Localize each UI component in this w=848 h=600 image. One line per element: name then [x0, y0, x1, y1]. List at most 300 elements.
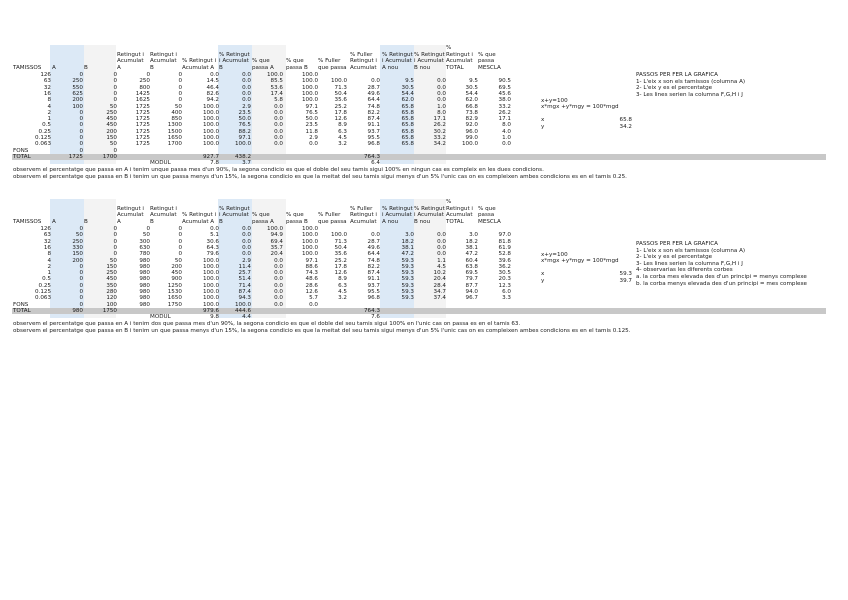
- table-cell: 96.8: [367, 141, 380, 148]
- table-cell: 100.0: [234, 301, 251, 308]
- table-cell: 26.2: [433, 122, 446, 129]
- table-cell: 250: [106, 109, 117, 116]
- table-cell: 87.4: [367, 116, 380, 123]
- table-cell: 12.3: [498, 282, 511, 289]
- table-cell: 1625: [135, 97, 150, 104]
- table-cell: 1530: [167, 289, 182, 295]
- tamis-size-cell: 0.25: [38, 128, 51, 135]
- table-cell: 0: [79, 109, 83, 116]
- table-cell: 0: [113, 72, 117, 78]
- table-cell: 50.0: [305, 116, 318, 123]
- table-cell: 0: [146, 226, 150, 232]
- total-label-value: TOTAL: [13, 153, 31, 160]
- table-cell: 60.4: [465, 257, 478, 264]
- total-fr-value: 764.3: [363, 307, 380, 314]
- x-label: x: [541, 271, 545, 277]
- table-cell: 34.2: [433, 141, 446, 148]
- column-header: TAMISSOS: [13, 218, 42, 225]
- table-cell: 0.0: [242, 72, 251, 78]
- table-cell: 53.6: [270, 84, 283, 91]
- tamis-size-cell: 32: [43, 238, 51, 245]
- table-cell: 93.7: [367, 282, 380, 289]
- table-cell: 18.2: [465, 238, 478, 245]
- table-cell: 200: [106, 128, 117, 135]
- table-cell: 1300: [167, 122, 182, 129]
- column-header: % Fuller Retingut i Acumulat: [350, 51, 377, 71]
- table-cell: 0.0: [437, 90, 446, 97]
- modul-b-value: 3.7: [242, 160, 251, 167]
- table-cell: 61.9: [498, 244, 511, 251]
- tamis-size-cell: 0.125: [34, 289, 51, 295]
- table-cell: 0.0: [274, 270, 283, 277]
- graph-step: 1- L'eix x son els tamissos (columna A): [636, 247, 746, 254]
- table-cell: 0: [79, 276, 83, 283]
- table-cell: 0.0: [274, 109, 283, 116]
- table-cell: 94.0: [465, 289, 478, 295]
- table-cell: 100: [106, 301, 117, 308]
- table-cell: 0: [178, 251, 182, 258]
- table-cell: 50.0: [238, 116, 251, 123]
- table-cell: 63.8: [465, 263, 478, 270]
- table-cell: 69.5: [498, 84, 511, 91]
- tamis-size-cell: 63: [43, 232, 51, 239]
- table-cell: 0.0: [274, 282, 283, 289]
- table-cell: 0: [79, 226, 83, 232]
- table-cell: 47.2: [465, 251, 478, 258]
- table-cell: 65.8: [401, 128, 414, 135]
- table-cell: 11.8: [305, 128, 318, 135]
- table-cell: 17.8: [334, 109, 347, 116]
- table-cell: 8.0: [437, 109, 446, 116]
- table-cell: 33.2: [433, 135, 446, 141]
- table-cell: 1500: [167, 128, 182, 135]
- table-cell: 54.4: [465, 90, 478, 97]
- table-cell: 6.3: [338, 128, 347, 135]
- table-cell: 1.0: [437, 103, 446, 110]
- modul-b-value: 4.4: [242, 314, 251, 321]
- table-cell: 8.9: [338, 122, 347, 129]
- observation-note: observem el percentatge que passa en B i tenim un que passa menys d'un 15%, la segona condicio es que la meitat del seu tamis sigui menys d'un 5% l'unic cas on es compleixen ambes condicions es en el tamis 0.125.: [13, 328, 631, 334]
- x-value: 65.8: [619, 117, 632, 123]
- table-cell: 250: [72, 78, 83, 85]
- table-cell: 100.0: [301, 78, 318, 85]
- table-cell: 100.0: [301, 226, 318, 232]
- table-cell: 71.3: [334, 238, 347, 245]
- table-cell: 1725: [135, 135, 150, 141]
- table-cell: 200: [72, 257, 83, 264]
- table-cell: 0.0: [210, 72, 219, 78]
- table-cell: 38.1: [465, 244, 478, 251]
- column-header: % Retingut i Acumulat A: [182, 212, 217, 225]
- table-cell: 30.2: [433, 128, 446, 135]
- table-cell: 0: [178, 84, 182, 91]
- table-cell: 74.3: [305, 270, 318, 277]
- table-cell: 100.0: [202, 282, 219, 289]
- table-cell: 1.1: [437, 257, 446, 264]
- table-cell: 50: [109, 257, 117, 264]
- table-cell: 0.0: [437, 78, 446, 85]
- y-value: 39.7: [619, 277, 632, 284]
- table-cell: 4.5: [338, 289, 347, 295]
- table-cell: 96.0: [465, 128, 478, 135]
- table-cell: 3.2: [338, 141, 347, 148]
- t2-total-row-bar: [12, 308, 826, 314]
- table-cell: 59.3: [401, 289, 414, 295]
- table-cell: 0: [79, 147, 83, 154]
- table-cell: 88.6: [305, 263, 318, 270]
- table-cell: 1700: [167, 141, 182, 148]
- table-cell: 6.3: [338, 282, 347, 289]
- table-cell: 39.6: [498, 257, 511, 264]
- table-cell: 9.5: [405, 78, 414, 85]
- table-cell: 28.7: [367, 84, 380, 91]
- table-cell: 0: [79, 295, 83, 302]
- table-cell: 25.2: [334, 257, 347, 264]
- table-cell: 3.0: [405, 232, 414, 239]
- table-cell: 350: [106, 282, 117, 289]
- equation-sum: x+y=100: [541, 252, 568, 258]
- tamis-size-cell: 32: [43, 84, 51, 91]
- graph-step: 4- observarias les diferents corbes: [636, 267, 733, 274]
- table-cell: 12.6: [334, 270, 347, 277]
- modul-c-value: 6.4: [371, 160, 380, 167]
- table-cell: 50: [109, 141, 117, 148]
- table-cell: 0: [79, 128, 83, 135]
- table-cell: 0: [113, 251, 117, 258]
- table-cell: 1250: [167, 282, 182, 289]
- table-cell: 0.0: [242, 97, 251, 104]
- table-cell: 0.0: [437, 238, 446, 245]
- observation-note: observem el percentatge que passa en A i tenim unque passa mes d'un 90%, la segona condicio es que el doble del seu tamis sigui 100% en ningun cas es compleix en les dues condicions.: [13, 167, 544, 174]
- column-header: % Fuller que passa: [318, 212, 347, 225]
- column-header: Retingut i Acumulat B: [150, 51, 177, 71]
- tamis-size-cell: 63: [43, 78, 51, 85]
- table-cell: 12.6: [334, 116, 347, 123]
- column-header: Retingut i Acumulat B: [150, 205, 177, 225]
- tamis-size-cell: 8: [47, 97, 51, 104]
- column-header: % Retingut i Acumulat B: [219, 205, 250, 225]
- tamis-size-cell: FONS: [13, 147, 29, 154]
- table-cell: 100.0: [202, 270, 219, 277]
- table-cell: 0: [178, 97, 182, 104]
- tamis-size-cell: 4: [47, 103, 51, 110]
- tamis-size-cell: 0.5: [42, 276, 51, 283]
- table-cell: 0: [79, 270, 83, 277]
- graph-step: 2- L'eix y es el percentatge: [636, 254, 713, 261]
- table-cell: 20.3: [498, 276, 511, 283]
- table-cell: 30.6: [206, 238, 219, 245]
- table-cell: 65.8: [401, 103, 414, 110]
- table-cell: 0: [79, 141, 83, 148]
- table-cell: 5.1: [210, 232, 219, 239]
- table-cell: 74.8: [367, 257, 380, 264]
- total-pb-value: 438.2: [234, 153, 251, 160]
- table-cell: 0.0: [274, 295, 283, 302]
- table-cell: 980: [139, 257, 150, 264]
- table-cell: 99.0: [465, 135, 478, 141]
- table-cell: 0: [178, 244, 182, 251]
- table-cell: 450: [171, 270, 182, 277]
- table-cell: 65.8: [401, 109, 414, 116]
- table-cell: 20.4: [270, 251, 283, 258]
- table-cell: 0.0: [274, 128, 283, 135]
- table-cell: 450: [106, 276, 117, 283]
- table-cell: 79.7: [465, 276, 478, 283]
- table-cell: 94.3: [238, 295, 251, 302]
- table-cell: 0.0: [274, 276, 283, 283]
- column-header: % Retingut i Acumulat A: [182, 58, 217, 71]
- tamis-size-cell: 0.25: [38, 282, 51, 289]
- graph-step: 3- Les lines serien la columna F,G,H i J: [636, 91, 743, 98]
- table-cell: 59.3: [401, 270, 414, 277]
- table-cell: 45.6: [498, 90, 511, 97]
- table-cell: 50.4: [334, 244, 347, 251]
- table-cell: 0.0: [274, 103, 283, 110]
- table-cell: 150: [106, 135, 117, 141]
- table-cell: 0: [113, 244, 117, 251]
- total-pa-value: 979.6: [202, 307, 219, 314]
- table-cell: 0: [79, 289, 83, 295]
- table-cell: 100.0: [301, 232, 318, 239]
- table-cell: 2.9: [309, 135, 318, 141]
- column-header: % Retingut i Acumulat TOTAL: [446, 45, 473, 71]
- table-cell: 0: [178, 238, 182, 245]
- table-cell: 25.7: [238, 270, 251, 277]
- table-cell: 30.5: [498, 270, 511, 277]
- table-cell: 0: [79, 122, 83, 129]
- table-cell: 4.5: [437, 263, 446, 270]
- table-cell: 100.0: [202, 276, 219, 283]
- table-cell: 88.2: [238, 128, 251, 135]
- equation-weighted: x*mgx +y*mgy = 100*mgd: [541, 104, 619, 111]
- table-cell: 980: [139, 282, 150, 289]
- table-cell: 59.3: [401, 263, 414, 270]
- tamis-size-cell: 2: [47, 263, 51, 270]
- table-cell: 0: [79, 301, 83, 308]
- table-cell: 450: [106, 122, 117, 129]
- tamis-size-cell: 2: [47, 109, 51, 116]
- table-cell: 1.0: [502, 135, 511, 141]
- graph-step: 1- L'eix x son els tamissos (columna A): [636, 78, 746, 85]
- table-cell: 9.5: [469, 78, 478, 85]
- total-label-value: TOTAL: [13, 307, 31, 314]
- table-cell: 980: [139, 276, 150, 283]
- table-cell: 65.8: [401, 116, 414, 123]
- table-cell: 91.1: [367, 276, 380, 283]
- table-cell: 38.0: [498, 97, 511, 104]
- table-cell: 0: [178, 72, 182, 78]
- table-cell: 100.0: [202, 116, 219, 123]
- table-cell: 69.5: [465, 270, 478, 277]
- modul-label-value: MODUL: [150, 314, 171, 321]
- table-cell: 330: [72, 244, 83, 251]
- table-cell: 0.0: [242, 238, 251, 245]
- table-cell: 100.0: [202, 295, 219, 302]
- column-header: B: [84, 64, 88, 71]
- table-cell: 38.1: [401, 244, 414, 251]
- table-cell: 18.2: [401, 238, 414, 245]
- table-cell: 28.6: [305, 282, 318, 289]
- column-header: % que passa A: [252, 58, 274, 71]
- table-cell: 100.0: [266, 226, 283, 232]
- table-cell: 100.0: [202, 301, 219, 308]
- table-cell: 0.0: [274, 141, 283, 148]
- table-cell: 37.4: [433, 295, 446, 302]
- table-cell: 50: [109, 103, 117, 110]
- table-cell: 1725: [135, 103, 150, 110]
- table-cell: 50: [174, 257, 182, 264]
- table-cell: 65.8: [401, 135, 414, 141]
- table-cell: 36.2: [498, 263, 511, 270]
- graph-step: 2- L'eix y es el percentatge: [636, 85, 713, 92]
- total-fr-value: 764.3: [363, 153, 380, 160]
- table-cell: 100.0: [202, 289, 219, 295]
- table-cell: 30.5: [465, 84, 478, 91]
- table-cell: 11.4: [238, 263, 251, 270]
- table-cell: 92.0: [465, 122, 478, 129]
- table-cell: 81.8: [498, 238, 511, 245]
- table-cell: 47.2: [401, 251, 414, 258]
- table-cell: 0: [178, 226, 182, 232]
- table-cell: 96.8: [367, 295, 380, 302]
- table-cell: 33.2: [498, 103, 511, 110]
- column-header: % que passa B: [286, 58, 308, 71]
- table-cell: 69.4: [270, 238, 283, 245]
- total-b-value: 1750: [102, 307, 117, 314]
- table-cell: 100.0: [202, 103, 219, 110]
- table-cell: 65.8: [401, 141, 414, 148]
- table-cell: 95.5: [367, 135, 380, 141]
- table-cell: 12.6: [305, 289, 318, 295]
- table-cell: 250: [106, 270, 117, 277]
- table-cell: 59.3: [401, 282, 414, 289]
- table-cell: 74.8: [367, 103, 380, 110]
- table-cell: 0.0: [371, 232, 380, 239]
- graph-step: b. la corba menys elevada des d'un principi = mes complexe: [636, 280, 807, 287]
- modul-a-value: 9.8: [210, 314, 219, 321]
- table-cell: 0.0: [274, 263, 283, 270]
- table-cell: 0.0: [210, 226, 219, 232]
- column-header: % Retingut i Acumulat TOTAL: [446, 199, 473, 225]
- tamis-size-cell: FONS: [13, 301, 29, 308]
- table-cell: 0.0: [502, 141, 511, 148]
- table-cell: 200: [72, 97, 83, 104]
- table-cell: 25.2: [334, 103, 347, 110]
- table-cell: 8.0: [502, 122, 511, 129]
- table-cell: 100.0: [202, 128, 219, 135]
- table-cell: 0.0: [437, 232, 446, 239]
- table-cell: 64.4: [367, 97, 380, 104]
- table-cell: 1650: [167, 295, 182, 302]
- table-cell: 52.8: [498, 251, 511, 258]
- table-cell: 630: [139, 244, 150, 251]
- table-cell: 48.6: [305, 276, 318, 283]
- modul-label-value: MODUL: [150, 160, 171, 167]
- column-header: % Retingut i Acumulat B: [219, 51, 250, 71]
- table-cell: 59.3: [401, 295, 414, 302]
- table-cell: 6.0: [502, 289, 511, 295]
- table-cell: 17.1: [433, 116, 446, 123]
- table-cell: 1725: [135, 109, 150, 116]
- x-label: x: [541, 117, 545, 123]
- table-cell: 17.4: [270, 90, 283, 97]
- table-cell: 980: [139, 263, 150, 270]
- table-cell: 82.9: [465, 116, 478, 123]
- table-cell: 0.0: [437, 84, 446, 91]
- column-header: % que passa MESCLA: [478, 205, 501, 225]
- tamis-size-cell: 1: [47, 270, 51, 277]
- table-cell: 0: [113, 90, 117, 97]
- table-cell: 900: [171, 276, 182, 283]
- column-header: Retingut i Acumulat A: [117, 51, 144, 71]
- column-header: % que passa MESCLA: [478, 51, 501, 71]
- table-cell: 0: [79, 263, 83, 270]
- table-cell: 0.0: [274, 301, 283, 308]
- table-cell: 17.8: [334, 263, 347, 270]
- observation-note: observem el percentatge que passa en A i tenim dos que passa mes d'un 90%, la segona condicio es que el doble del seu tamis sigui 100% en l'unic cas on passa es en el tamis 63.: [13, 321, 521, 328]
- table-cell: 0.0: [437, 97, 446, 104]
- tamis-size-cell: 8: [47, 251, 51, 258]
- table-cell: 100.0: [330, 232, 347, 239]
- tamis-size-cell: 16: [43, 244, 51, 251]
- column-header: % Retingut i Acumulat A nou: [382, 51, 413, 71]
- modul-c-value: 7.6: [371, 314, 380, 321]
- table-cell: 82.6: [206, 90, 219, 97]
- table-cell: 100.0: [202, 122, 219, 129]
- table-cell: 1725: [135, 128, 150, 135]
- table-cell: 71.3: [334, 84, 347, 91]
- table-cell: 95.5: [367, 289, 380, 295]
- table-cell: 35.6: [334, 97, 347, 104]
- table-cell: 100.0: [234, 141, 251, 148]
- table-cell: 87.4: [238, 289, 251, 295]
- table-cell: 76.5: [238, 122, 251, 129]
- table-cell: 980: [139, 289, 150, 295]
- column-header: % Retingut i Acumulat B nou: [414, 51, 445, 71]
- table-cell: 780: [139, 251, 150, 258]
- x-value: 59.3: [619, 271, 632, 277]
- graph-step: a. la corba mes elevada des d'un principi = menys complexe: [636, 274, 807, 280]
- table-cell: 980: [139, 270, 150, 277]
- table-cell: 0.0: [242, 90, 251, 97]
- column-header: % Fuller Retingut i Acumulat: [350, 205, 377, 225]
- table-cell: 4.5: [338, 135, 347, 141]
- table-cell: 1725: [135, 116, 150, 123]
- table-cell: 35.6: [334, 251, 347, 258]
- table-cell: 100.0: [301, 244, 318, 251]
- table-cell: 87.7: [465, 282, 478, 289]
- table-cell: 10.2: [433, 270, 446, 277]
- graph-step: 3- Les lines serien la columna F,G,H i J: [636, 260, 743, 267]
- table-cell: 120: [106, 295, 117, 302]
- table-cell: 0.0: [274, 116, 283, 123]
- table-cell: 50: [142, 232, 150, 239]
- column-header: TAMISSOS: [13, 64, 42, 71]
- table-cell: 100.0: [202, 141, 219, 148]
- table-cell: 100.0: [301, 90, 318, 97]
- table-cell: 0.0: [437, 251, 446, 258]
- table-cell: 550: [72, 84, 83, 91]
- table-cell: 94.9: [270, 232, 283, 239]
- tamis-size-cell: 126: [40, 72, 51, 78]
- table-cell: 14.5: [206, 78, 219, 85]
- table-cell: 0.0: [242, 232, 251, 239]
- table-cell: 0.0: [274, 257, 283, 264]
- table-cell: 1725: [135, 122, 150, 129]
- table-cell: 97.0: [498, 232, 511, 239]
- table-cell: 0.0: [242, 251, 251, 258]
- table-cell: 150: [106, 263, 117, 270]
